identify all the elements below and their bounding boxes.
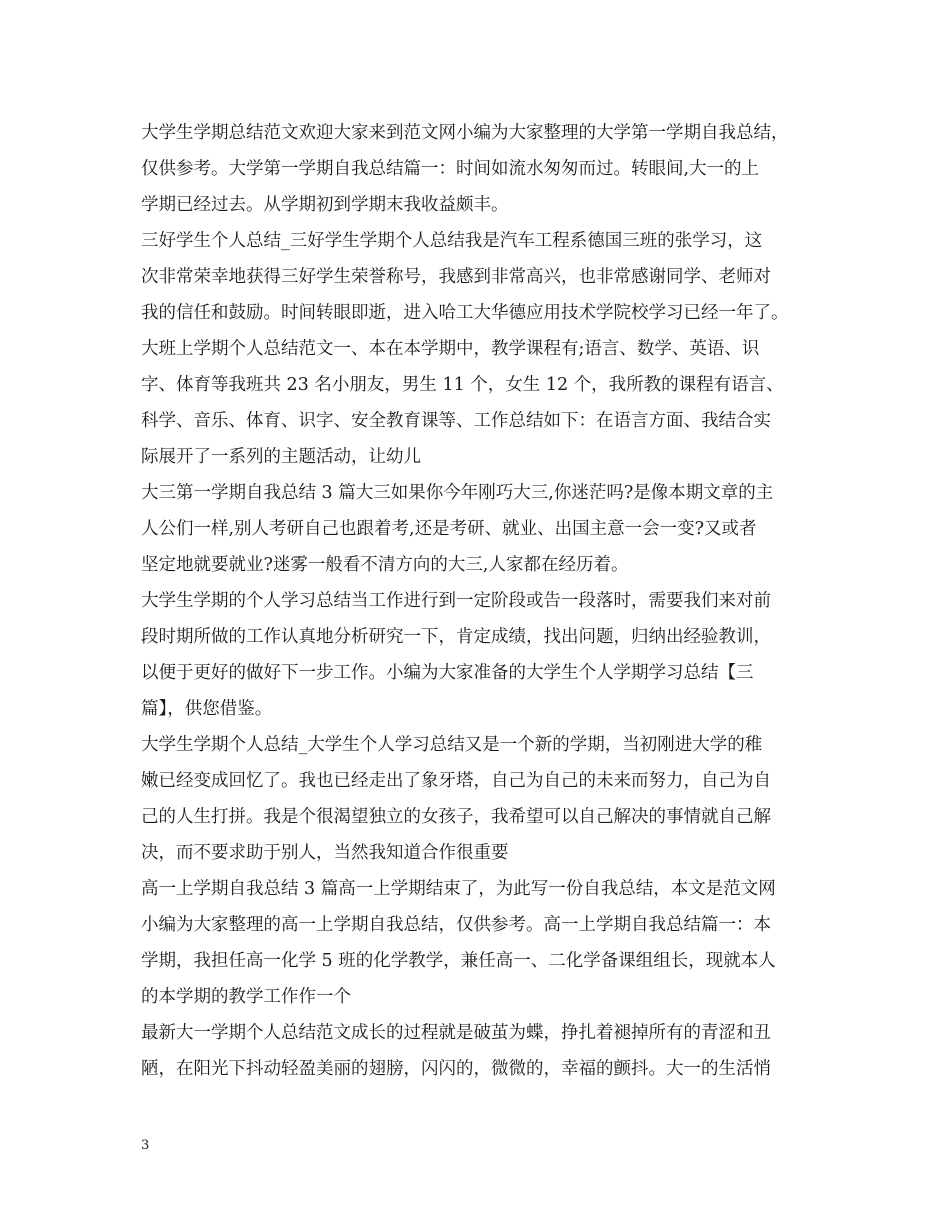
text-line: 高一上学期自我总结 3 篇高一上学期结束了，为此写一份自我总结，本文是范文网: [141, 879, 776, 899]
document-body: [141, 115, 831, 1087]
text-line: 三好学生个人总结_三好学生学期个人总结我是汽车工程系德国三班的张学习，这: [141, 231, 763, 251]
text-line: 学期已经过去。从学期初到学期末我收益颇丰。: [141, 195, 509, 215]
text-line: 字、体育等我班共 23 名小朋友，男生 11 个，女生 12 个，我所教的课程有语言、: [141, 375, 784, 395]
text-line: 科学、音乐、体育、识字、安全教育课等、工作总结如下：在语言方面、我结合实: [141, 411, 771, 431]
text-line: 小编为大家整理的高一上学期自我总结，仅供参考。高一上学期自我总结篇一：本: [141, 915, 771, 935]
text-line: 段时期所做的工作认真地分析研究一下，肯定成绩，找出问题，归纳出经验教训，: [141, 627, 771, 647]
text-line: 大班上学期个人总结范文一、本在本学期中，教学课程有;语言、数学、英语、识: [141, 339, 760, 359]
text-line: 学期，我担任高一化学 5 班的化学教学，兼任高一、二化学备课组组长，现就本人: [141, 951, 776, 971]
page-number: 3: [141, 1138, 150, 1153]
text-line: 大学生学期总结范文欢迎大家来到范文网小编为大家整理的大学第一学期自我总结，: [141, 123, 789, 143]
text-line: 己的人生打拼。我是个很渴望独立的女孩子，我希望可以自己解决的事情就自己解: [141, 807, 771, 827]
text-line: 次非常荣幸地获得三好学生荣誉称号，我感到非常高兴，也非常感谢同学、老师对: [141, 267, 771, 287]
text-line: 决，而不要求助于别人，当然我知道合作很重要: [141, 843, 509, 863]
text-line: 的本学期的教学工作作一个: [141, 987, 351, 1007]
text-line: 大三第一学期自我总结 3 篇大三如果你今年刚巧大三,你迷茫吗?是像本期文章的主: [141, 483, 774, 503]
text-line: 嫩已经变成回忆了。我也已经走出了象牙塔，自己为自己的未来而努力，自己为自: [141, 771, 771, 791]
text-line: 以便于更好的做好下一步工作。小编为大家准备的大学生个人学期学习总结【三: [141, 663, 754, 683]
text-line: 我的信任和鼓励。时间转眼即逝，进入哈工大华德应用技术学院校学习已经一年了。: [141, 303, 789, 323]
text-line: 人公们一样,别人考研自己也跟着考,还是考研、就业、出国主意一会一变?又或者: [141, 519, 757, 539]
text-line: 篇】，供您借鉴。: [141, 699, 273, 719]
text-line: 大学生学期个人总结_大学生个人学习总结又是一个新的学期，当初刚进大学的稚: [141, 735, 763, 755]
text-line: 陋，在阳光下抖动轻盈美丽的翅膀，闪闪的，微微的，幸福的颤抖。大一的生活悄: [141, 1059, 771, 1079]
text-line: 坚定地就要就业?迷雾一般看不清方向的大三,人家都在经历着。: [141, 555, 629, 575]
text-line: 际展开了一系列的主题活动，让幼儿: [141, 447, 421, 467]
text-line: 仅供参考。大学第一学期自我总结篇一：时间如流水匆匆而过。转眼间,大一的上: [141, 159, 760, 179]
text-line: 最新大一学期个人总结范文成长的过程就是破茧为蝶，挣扎着褪掉所有的青涩和丑: [141, 1023, 771, 1043]
text-line: 大学生学期的个人学习总结当工作进行到一定阶段或告一段落时，需要我们来对前: [141, 591, 771, 611]
